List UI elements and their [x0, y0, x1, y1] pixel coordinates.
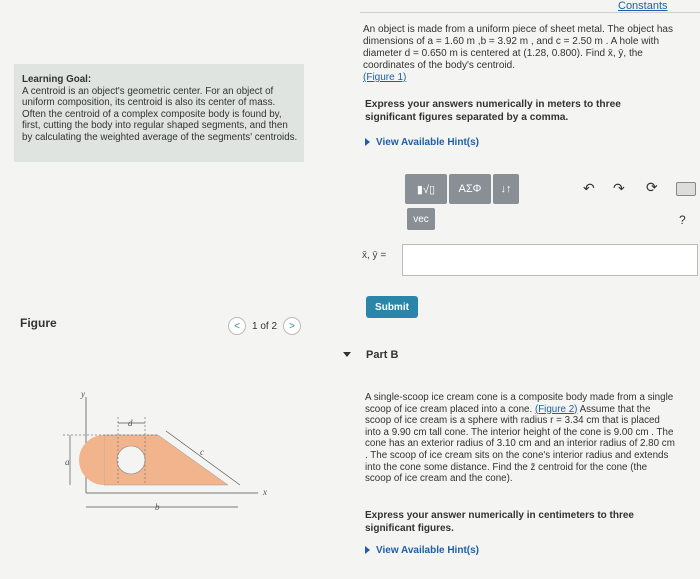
keyboard-icon[interactable] — [676, 182, 696, 196]
part-b-text-continued: Assume that the scoop of ice cream is a sphere with radius r = 3.34 cm that is placed into a 9.90 cm tall cone. The interior height of the cone is 9.00 cm . The cone has an exterior radius of 3.10 cm and an interior radius of 2.80 cm . The scoop of ice cream sits on the cone's interior radius and extends into the cone some distance. Find the z̄ centroid for the cone (the scoop of ice cream and the cone). — [365, 403, 675, 485]
shape-left-cap — [79, 435, 104, 485]
learning-goal-title: Learning Goal: — [22, 74, 92, 85]
d-label: d — [128, 418, 133, 428]
part-b-instruction: Express your answer numerically in centimeters to three significant figures. — [365, 510, 634, 534]
sub-superscript-button[interactable]: ↓↑ — [493, 174, 519, 204]
part-b-text: A single-scoop ice cream cone is a composite body made from a single scoop of ice cream placed into a cone. — [365, 392, 674, 415]
constants-link[interactable]: Constants — [618, 0, 668, 12]
answer-label: x̄, ȳ = — [362, 250, 387, 261]
figure-heading: Figure — [20, 316, 57, 330]
help-icon[interactable]: ? — [679, 213, 686, 227]
x-axis-label: x — [263, 487, 267, 497]
figure-1-diagram — [58, 385, 278, 520]
problem-statement — [363, 24, 683, 84]
figure-1-link[interactable]: (Figure 1) — [363, 72, 407, 83]
submit-button[interactable]: Submit — [366, 296, 418, 318]
redo-icon[interactable]: ↷ — [613, 180, 625, 196]
a-label: a — [65, 457, 70, 467]
part-a-hints-toggle[interactable] — [365, 137, 479, 148]
part-a-instruction: Express your answers numerically in meters to three significant figures separated by a comma. — [365, 99, 621, 123]
part-b-hints-toggle[interactable] — [365, 545, 479, 556]
b-label: b — [155, 502, 160, 512]
prev-figure-button[interactable]: < — [228, 317, 246, 335]
learning-goal-text: A centroid is an object's geometric center. For an object of uniform composition, its centroid is also its center of mass. Often the centroid of a complex composite body is found by, first, cutting the body into regular shaped segments, and then by calculating the weighted average of the segments' centroids. — [22, 85, 298, 143]
figure-pager — [228, 317, 301, 335]
part-b-title: Part B — [366, 349, 399, 361]
figure-page-indicator: 1 of 2 — [252, 320, 278, 332]
undo-icon[interactable]: ↶ — [583, 180, 595, 196]
answer-input[interactable] — [402, 244, 698, 276]
symbols-button[interactable]: ΑΣΦ — [449, 174, 491, 204]
figure-2-link[interactable]: (Figure 2) — [534, 403, 578, 415]
math-toolbar — [405, 174, 519, 204]
expand-triangle-icon — [365, 138, 370, 146]
y-axis-label: y — [81, 389, 85, 399]
next-figure-button[interactable]: > — [283, 317, 301, 335]
problem-text: An object is made from a uniform piece of sheet metal. The object has dimensions of a = 1.60 m ,b = 3.92 m , and c = 2.50 m . A hole with diameter d = 0.650 m is centered at (1.28, 0.800). Find x̄, ȳ, the coordinates of the body's centroid. — [363, 24, 673, 71]
hole — [117, 446, 145, 474]
divider — [360, 12, 700, 13]
templates-button[interactable]: ▮√▯ — [405, 174, 447, 204]
expand-triangle-icon — [365, 546, 370, 554]
part-b-problem — [365, 392, 675, 485]
c-label: c — [200, 447, 204, 457]
hint-label: View Available Hint(s) — [376, 137, 479, 148]
learning-goal-box — [14, 64, 304, 162]
hint-label: View Available Hint(s) — [376, 545, 479, 556]
reset-icon[interactable]: ⟳ — [646, 179, 658, 195]
vector-button[interactable]: vec — [407, 208, 435, 230]
collapse-part-b-icon[interactable] — [343, 352, 351, 357]
